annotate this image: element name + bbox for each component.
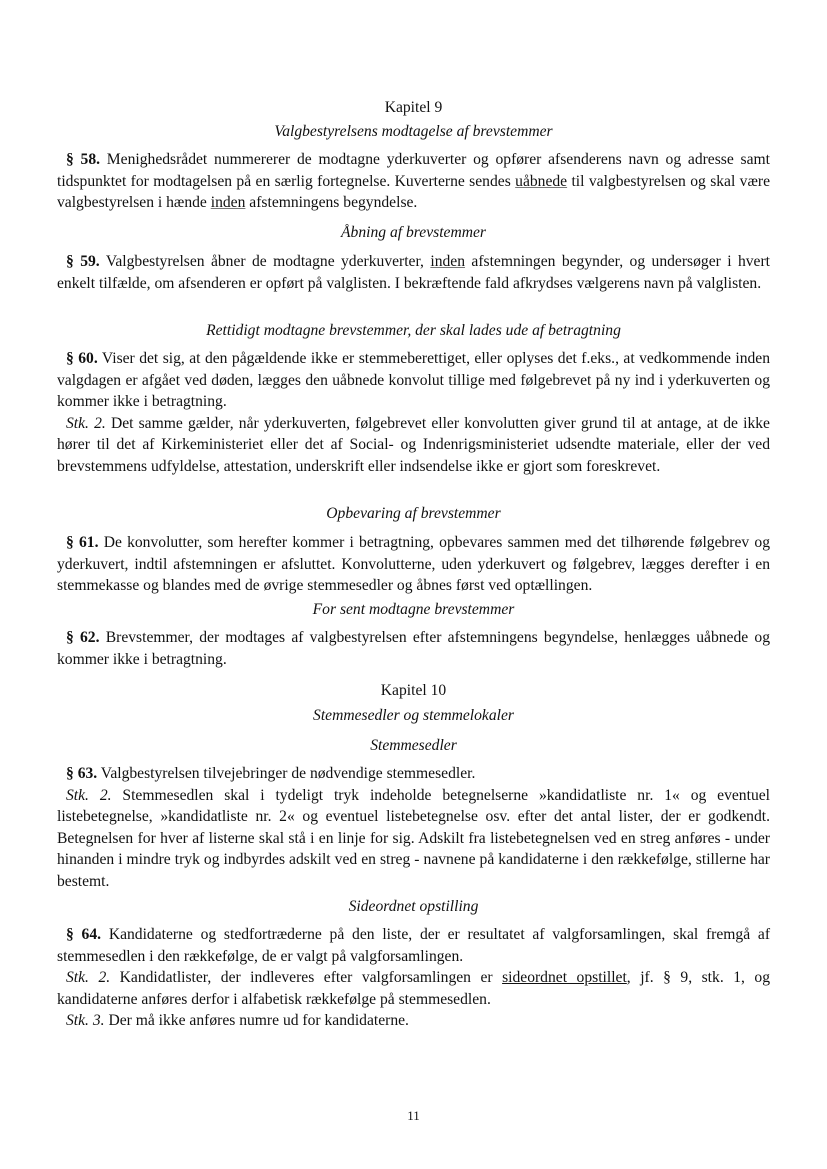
underlined-text: sideordnet opstillet [502,969,627,987]
chapter-9-subtitle: Valgbestyrelsens modtagelse af brevstemmer [274,123,553,140]
text: , jf. § 9, stk. 1, og kandidaterne anføres derfor i alfabetisk rækkefølge på stemmesedlen. [57,969,771,1008]
underlined-text: uåbnede [515,172,568,190]
heading-sideordnet: Sideordnet opstilling [348,898,479,915]
heading-aabning: Åbning af brevstemmer [341,224,486,241]
text: Brevstemmer, der modtages af valgbestyrelsen efter afstemningens begyndelse, henlægges uåbnede og kommer ikke i betragtning. [57,629,771,668]
stk-label: Stk. 2. [66,414,106,432]
underlined-text: inden [210,194,246,212]
heading-opbevaring: Opbevaring af brevstemmer [326,505,501,522]
section-59 [57,251,770,294]
text: Der må ikke anføres numre ud for kandidaterne. [104,1012,409,1030]
section-number: § 64. [66,926,102,943]
section-61 [57,532,770,597]
text: afstemningen begynder, og undersøger i hvert enkelt tilfælde, om afsenderen er opført på valglisten. I bekræftende fald afkrydses vælgerens navn på valglisten. [57,253,770,292]
section-number: § 62. [66,629,100,646]
stk-label: Stk. 3. [66,1012,105,1030]
text: Valgbestyrelsen åbner de modtagne yderkuverter, [99,253,431,270]
text: Stemmesedlen skal i tydeligt tryk indeholde betegnelserne »kandidatliste nr. 1« og eventuel listebetegnelse, »kandidatliste nr. 2« og eventuel listebetegnelse osv. efter det antal lister, der er godkendt. Betegnelsen for hver af listerne skal stå i en linje for sig. Adskilt fra listebetegnelsen ved en streg anføres - under hinanden i mindre tryk og indbyrdes adskilt ved en streg - navnene på kandidaterne i den rækkefølge, stillerne har bestemt. [57,786,770,890]
text: De konvolutter, som herefter kommer i betragtning, opbevares sammen med det tilhørende følgebrev og yderkuvert, indtil afstemningen er afsluttet. Konvolutterne, uden yderkuvert og følgebrev, lægges derefter i en stemmekasse og blandes med de øvrige stemmesedler og åbnes først ved optællingen. [57,534,771,595]
text: Kandidaterne og stedfortræderne på den liste, der er resultatet af valgforsamlingen, skal fremgå af stemmesedlen i den rækkefølge, de er valgt på valgforsamlingen. [57,926,771,965]
underlined-text: inden [430,253,466,270]
stk-label: Stk. 2. [66,786,112,804]
heading-for-sent: For sent modtagne brevstemmer [312,601,515,618]
text: afstemningens begyndelse. [245,194,418,212]
text: Viser det sig, at den pågældende ikke er stemmeberettiget, eller oplyses det f.eks., at vedkommende inden valgdagen er afgået ved døden, lægges den uåbnede konvolut tillige med følgebrevet på ny ind i yderkuverten og kommer ikke i betragtning. [57,350,771,411]
text: Kandidatlister, der indleveres efter valgforsamlingen er [110,969,503,987]
page-number: 11 [407,1108,420,1123]
chapter-10-subtitle: Stemmesedler og stemmelokaler [313,707,514,724]
chapter-10-title: Kapitel 10 [380,682,447,699]
text: Det samme gælder, når yderkuverten, følgebrevet eller konvolutten giver grund til at antage, at de ikke hører til det af Kirkeministeriet eller det af Social- og Indenrigsministeriet udsendte materiale, eller der ved brevstemmens udfyldelse, attestation, underskrift eller indsendelse ikke er gjort som foreskrevet. [57,414,770,475]
heading-stemmesedler: Stemmesedler [370,737,457,754]
section-64 [57,924,770,1032]
text: Menighedsrådet nummererer de modtagne yderkuverter og opfører afsenderens navn og adresse samt tidspunktet for modtagelsen på en særlig fortegnelse. Kuverterne sendes [57,151,770,190]
section-number: § 63. [66,765,98,782]
section-number: § 58. [66,151,101,168]
section-number: § 60. [66,350,98,367]
section-63 [57,763,770,893]
section-number: § 59. [66,253,100,270]
text: til valgbestyrelsen og skal være valgbestyrelsen i hænde [57,172,770,212]
section-60 [57,348,770,478]
chapter-9-title: Kapitel 9 [384,99,443,116]
text: Valgbestyrelsen tilvejebringer de nødvendige stemmesedler. [97,765,476,782]
stk-label: Stk. 2. [66,969,111,987]
section-number: § 61. [66,534,99,551]
heading-rettidigt: Rettidigt modtagne brevstemmer, der skal lades ude af betragtning [206,322,621,339]
section-62 [57,627,770,670]
section-58 [57,149,770,214]
